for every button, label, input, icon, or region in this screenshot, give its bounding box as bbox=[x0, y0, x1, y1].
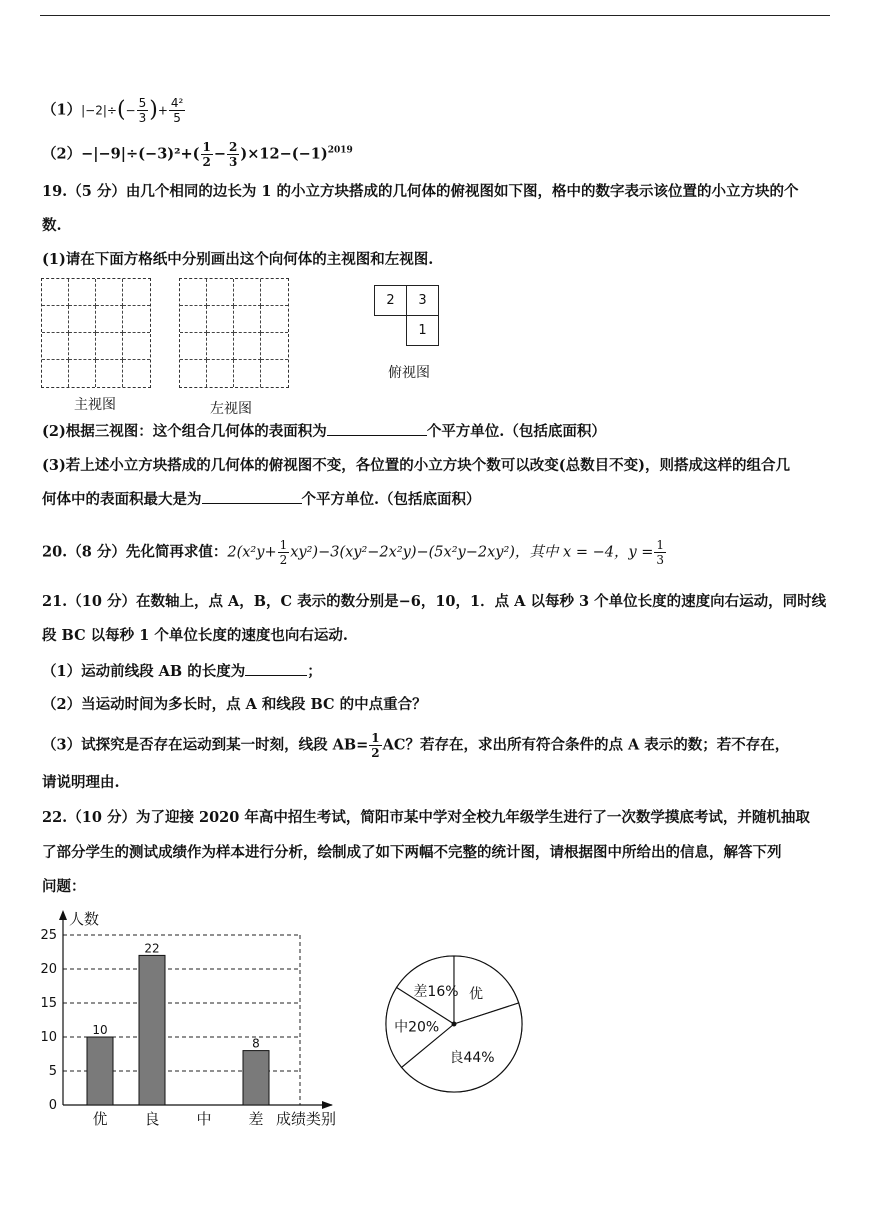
exponent: 2019 bbox=[327, 145, 353, 156]
x-axis-arrow bbox=[322, 1101, 333, 1109]
expr-text: 2(x²y+ bbox=[227, 544, 277, 561]
q21-part3-text: （3）试探究是否存在运动到某一时刻，线段 AB= bbox=[42, 736, 369, 754]
q22-text-line2: 了部分学生的测试成绩作为样本进行分析，绘制成了如下两幅不完整的统计图，请根据图中所给出的信息，解答下列 bbox=[42, 844, 782, 861]
expr-text: |−2|÷ bbox=[81, 103, 117, 118]
q19-part2-text: (2)根据三视图：这个组合几何体的表面积为 bbox=[42, 423, 327, 440]
fraction: $\frac{1}{2}$ bbox=[202, 140, 211, 169]
expr-text: − bbox=[213, 145, 227, 163]
q21-part2: （2）当运动时间为多长时，点 A 和线段 BC 的中点重合？ bbox=[42, 696, 427, 713]
y-tick-label: 20 bbox=[40, 962, 57, 977]
answer-blank[interactable] bbox=[202, 489, 302, 504]
fraction: $\frac{\text{4²}}{5}$ bbox=[170, 96, 184, 125]
top-view-caption: 俯视图 bbox=[388, 365, 430, 381]
q19-part2 bbox=[42, 421, 606, 442]
y-tick-label: 0 bbox=[48, 1098, 57, 1113]
y-axis-label: 人数 bbox=[69, 910, 100, 928]
part-label: （1） bbox=[42, 101, 82, 119]
top-view-cell: 1 bbox=[406, 315, 439, 346]
q21-text-line2: 段 BC 以每秒 1 个单位长度的速度也向右运动. bbox=[42, 627, 348, 644]
q21-part3 bbox=[42, 731, 789, 760]
x-axis-label: 成绩类别 bbox=[276, 1110, 337, 1128]
q21-text-line1: 21.（10 分）在数轴上，点 A，B，C 表示的数分别是−6，10，1．点 A 以每秒 3 个单位长度的速度向右运动，同时线 bbox=[42, 593, 827, 610]
x-tick-label: 中 bbox=[196, 1110, 212, 1128]
q22-text-line3: 问题： bbox=[42, 878, 86, 895]
bar-chart bbox=[30, 900, 360, 1130]
expr-text: −|−9|÷(−3)²+( bbox=[81, 145, 200, 163]
q18-part1: （1）|−2|÷(− $\frac{5}{3}$ )+ $\frac{\text{4²}}{5}$ bbox=[42, 96, 184, 125]
main-view-grid bbox=[41, 278, 151, 388]
left-view-grid bbox=[179, 278, 289, 388]
bar-value-label: 22 bbox=[144, 941, 160, 956]
q20-text bbox=[42, 538, 667, 567]
pie-chart bbox=[380, 950, 530, 1100]
q22-text-line1: 22.（10 分）为了迎接 2020 年高中招生考试，简阳市某中学对全校九年级学生进行了一次数学摸底考试，并随机抽取 bbox=[42, 809, 810, 826]
q19-part3-text: 个平方单位.（包括底面积） bbox=[301, 491, 481, 508]
fraction: $\frac{2}{3}$ bbox=[229, 140, 238, 169]
x-tick-label: 优 bbox=[92, 1110, 108, 1128]
pie-slice-label: 中20% bbox=[394, 1019, 440, 1036]
q21-part1 bbox=[42, 661, 322, 682]
expr-text: xy²)−3(xy²−2x²y)−(5x²y−2xy²)，其中 x = −4，y = bbox=[290, 544, 654, 561]
expr-text: + bbox=[157, 103, 168, 118]
y-tick-label: 5 bbox=[48, 1064, 57, 1079]
q21-part1-text: ； bbox=[307, 663, 322, 680]
pie-slice-label: 优 bbox=[468, 986, 483, 1003]
expr-text: )×12−(−1) bbox=[240, 145, 328, 163]
y-tick-label: 25 bbox=[40, 928, 57, 943]
part-label: （2） bbox=[42, 145, 82, 163]
main-view-caption: 主视图 bbox=[74, 397, 116, 413]
x-tick-label: 差 bbox=[248, 1110, 264, 1128]
x-tick-label: 良 bbox=[144, 1110, 160, 1128]
bar bbox=[139, 955, 165, 1105]
q20-prefix: 20.（8 分）先化简再求值： bbox=[42, 543, 228, 561]
q19-part3-line2 bbox=[42, 489, 481, 510]
answer-blank[interactable] bbox=[245, 661, 307, 676]
bar bbox=[243, 1051, 269, 1105]
expr-text: − bbox=[125, 103, 136, 118]
pie-slice-label: 差16% bbox=[413, 984, 459, 1001]
fraction: $\frac{1}{2}$ bbox=[279, 538, 288, 567]
q19-text-line2: 数. bbox=[42, 217, 62, 234]
fraction: $\frac{1}{3}$ bbox=[656, 538, 665, 567]
y-tick-label: 10 bbox=[40, 1030, 57, 1045]
fraction: $\frac{1}{2}$ bbox=[371, 731, 380, 760]
header-rule bbox=[40, 15, 830, 16]
y-axis-arrow bbox=[59, 910, 67, 920]
q19-part3-line1: (3)若上述小立方块搭成的几何体的俯视图不变，各位置的小立方块个数可以改变(总数目不变)，则搭成这样的组合几 bbox=[42, 457, 791, 474]
q21-part3-text: AC？若存在，求出所有符合条件的点 A 表示的数；若不存在， bbox=[382, 736, 790, 754]
bar-value-label: 8 bbox=[252, 1036, 260, 1051]
q18-part2 bbox=[42, 140, 353, 169]
q19-part3-text: 何体中的表面积最大是为 bbox=[42, 491, 202, 508]
top-view-cell: 2 bbox=[374, 285, 407, 316]
bar bbox=[87, 1037, 113, 1105]
answer-blank[interactable] bbox=[327, 421, 427, 436]
y-tick-label: 15 bbox=[40, 996, 57, 1011]
pie-slice-label: 良44% bbox=[449, 1049, 495, 1066]
q21-part3-line2: 请说明理由. bbox=[42, 774, 120, 791]
pie-center-dot bbox=[452, 1022, 457, 1027]
left-view-caption: 左视图 bbox=[210, 401, 252, 417]
bar-value-label: 10 bbox=[92, 1023, 108, 1037]
top-view-cell: 3 bbox=[406, 285, 439, 316]
q19-text-line1: 19.（5 分）由几个相同的边长为 1 的小立方块搭成的几何体的俯视图如下图，格中的数字表示该位置的小立方块的个 bbox=[42, 183, 799, 200]
q21-part1-text: （1）运动前线段 AB 的长度为 bbox=[42, 663, 246, 680]
fraction: $\frac{5}{3}$ bbox=[138, 96, 147, 125]
q19-part2-text: 个平方单位.（包括底面积） bbox=[426, 423, 606, 440]
q19-text-line3: (1)请在下面方格纸中分别画出这个向何体的主视图和左视图. bbox=[42, 251, 434, 268]
